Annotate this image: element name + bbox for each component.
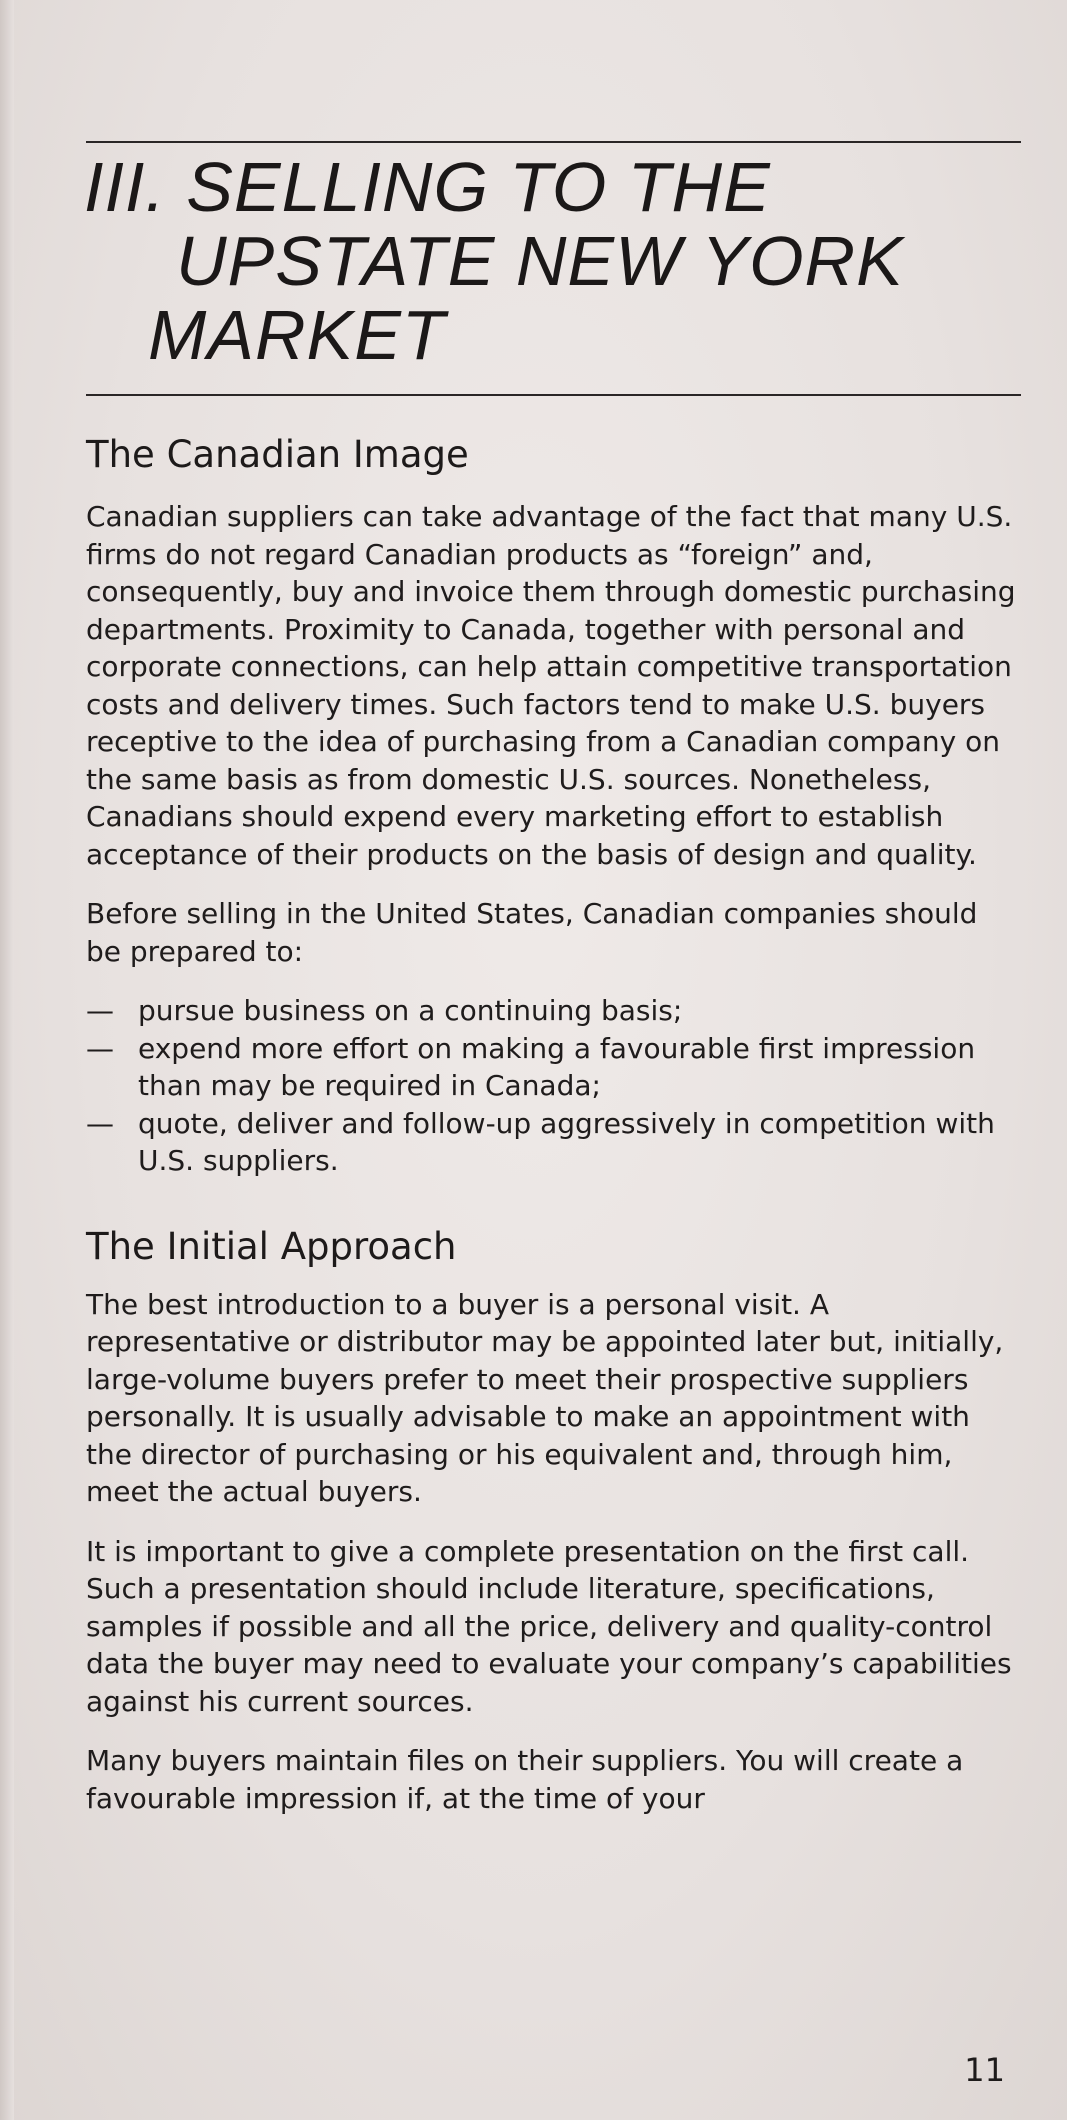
title-bottom-rule <box>86 394 1021 396</box>
chapter-title <box>84 150 1024 372</box>
section-heading: The Canadian Image <box>86 433 469 476</box>
body-paragraph: Before selling in the United States, Canadian companies should be prepared to: <box>86 897 978 968</box>
body-paragraph: The best introduction to a buyer is a personal visit. A representative or distributor may be appointed later but, initially, large-volume buyers prefer to meet their prospective suppliers personally. It is usually advisable to make an appointment with the director of purchasing or his equivalent and, through him, meet the actual buyers. <box>86 1287 1004 1508</box>
body-paragraph: Many buyers maintain files on their suppliers. You will create a favourable impression if, at the time of your <box>86 1744 964 1815</box>
body-content <box>86 432 1021 1839</box>
dash-marker: — <box>86 994 114 1027</box>
chapter-title-line-3: MARKET <box>148 296 446 374</box>
chapter-title-line-1: III. SELLING TO THE <box>84 148 771 226</box>
page-binding-edge <box>0 0 14 2120</box>
body-paragraph: Canadian suppliers can take advantage of the fact that many U.S. firms do not regard Canadian products as “foreign” and, consequently, buy and invoice them through domestic purchasing departments. Proximity to Canada, together with personal and corporate connections, can help attain competitive transportation costs and delivery times. Such factors tend to make U.S. buyers receptive to the idea of purchasing from a Canadian company on the same basis as from domestic U.S. sources. Nonetheless, Canadians should expend every marketing effort to establish acceptance of their products on the basis of design and quality. <box>86 500 1016 871</box>
list-item <box>86 1105 1021 1180</box>
section-canadian-image <box>86 432 1021 1180</box>
list-item-text: expend more effort on making a favourable first impression than may be required in Canada; <box>138 1031 976 1102</box>
chapter-title-line-2: UPSTATE NEW YORK <box>176 222 904 300</box>
list-item-text: pursue business on a continuing basis; <box>138 994 683 1027</box>
body-paragraph: It is important to give a complete presentation on the first call. Such a presentation should include literature, specifications, samples if possible and all the price, delivery and quality-control data the buyer may need to evaluate your company’s capabilities against his current sources. <box>86 1534 1012 1718</box>
list-item <box>86 1030 1021 1105</box>
dash-marker: — <box>86 1106 114 1140</box>
page-number: 11 <box>964 2051 1005 2089</box>
section-initial-approach <box>86 1224 1021 1818</box>
section-heading: The Initial Approach <box>86 1224 457 1268</box>
list-item-text: quote, deliver and follow-up aggressively in competition with U.S. suppliers. <box>138 1106 995 1177</box>
dash-marker: — <box>86 1031 114 1065</box>
list-item <box>86 992 1021 1030</box>
title-top-rule <box>86 141 1021 143</box>
preparation-list <box>86 992 1021 1180</box>
